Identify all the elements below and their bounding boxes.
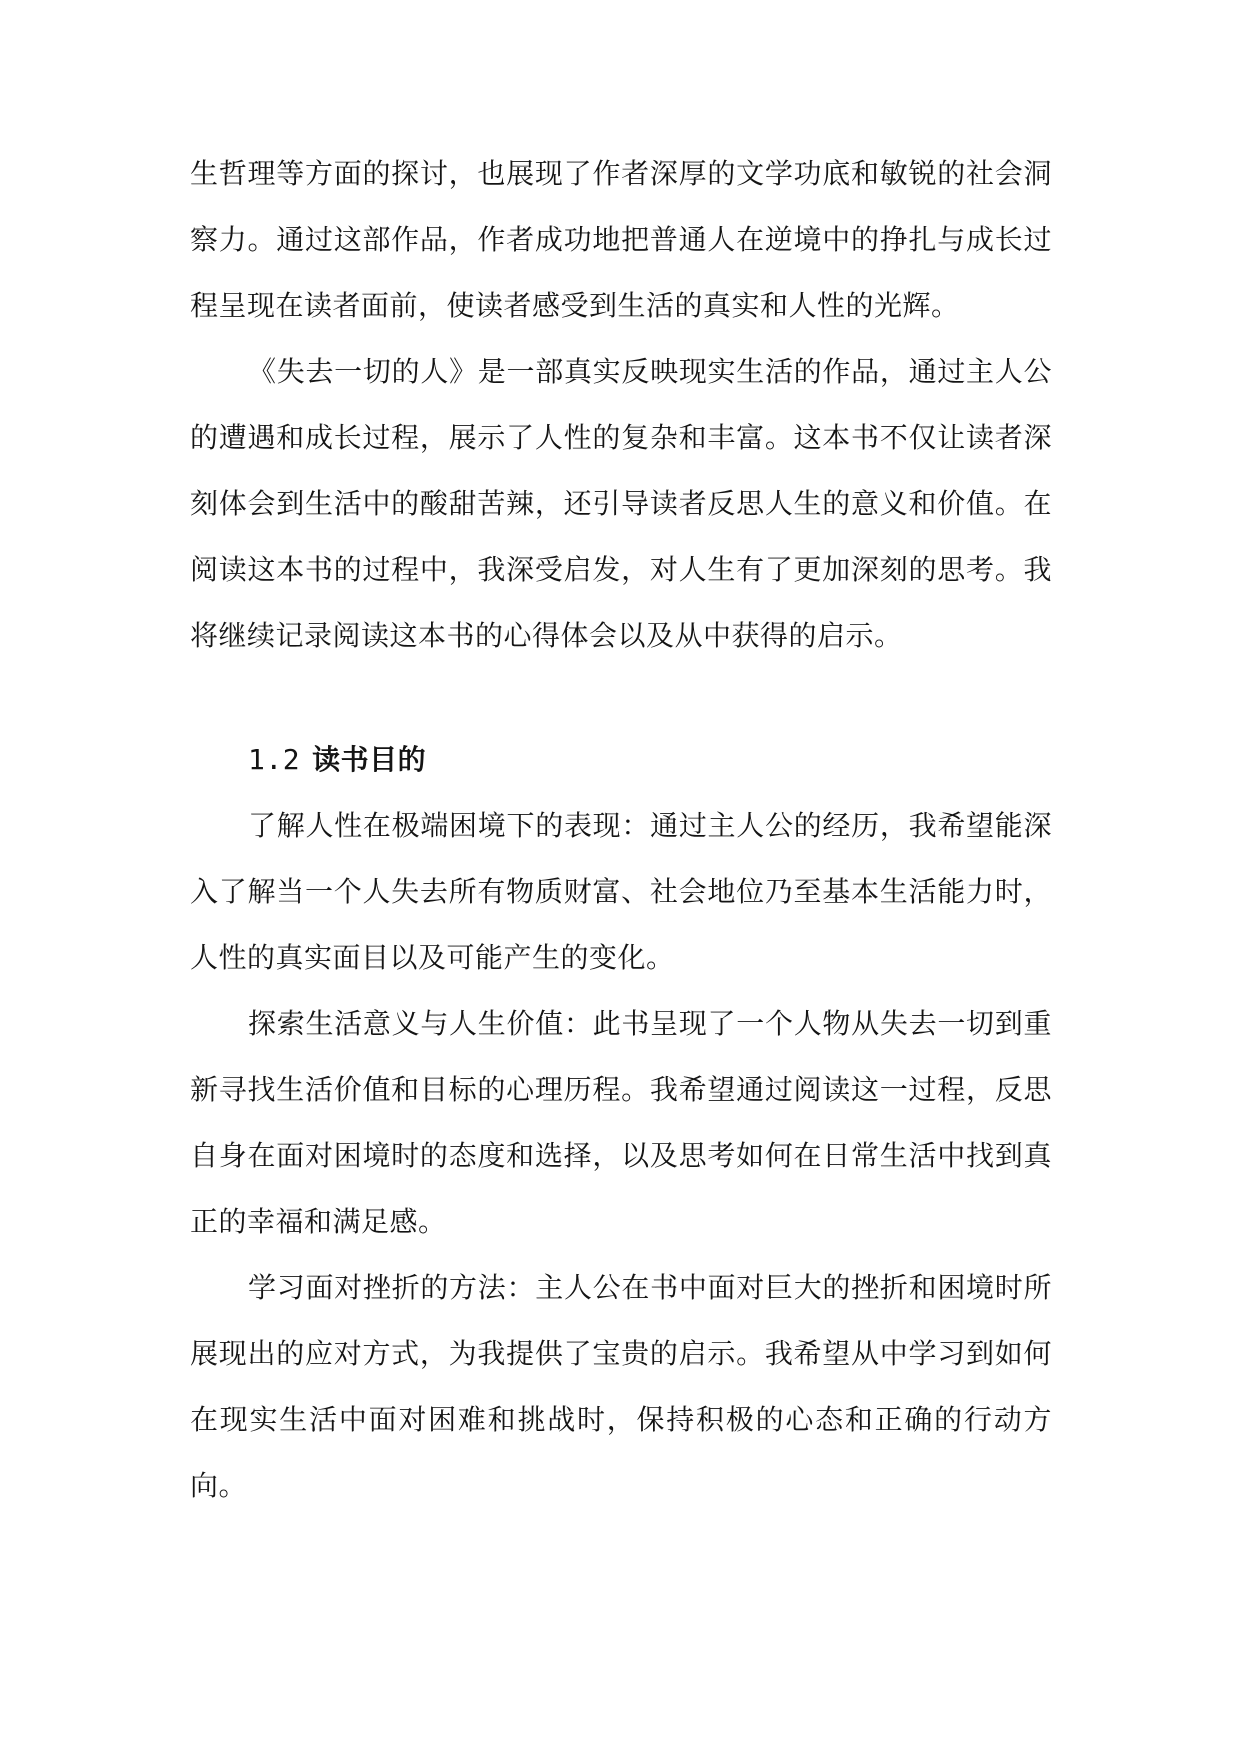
body-paragraph: 了解人性在极端困境下的表现：通过主人公的经历，我希望能深入了解当一个人失去所有物质财富、社会地位乃至基本生活能力时，人性的真实面目以及可能产生的变化。: [190, 809, 1052, 974]
body-paragraph: 学习面对挫折的方法：主人公在书中面对巨大的挫折和困境时所展现出的应对方式，为我提供了宝贵的启示。我希望从中学习到如何在现实生活中面对困难和挑战时，保持积极的心态和正确的行动方向。: [190, 1271, 1052, 1502]
section-title: 读书目的: [312, 743, 427, 776]
body-paragraph-continued: 生哲理等方面的探讨，也展现了作者深厚的文学功底和敏锐的社会洞察力。通过这部作品，作者成功地把普通人在逆境中的挣扎与成长过程呈现在读者面前，使读者感受到生活的真实和人性的光辉。: [190, 157, 1052, 322]
section-heading: [190, 727, 1052, 793]
section-number: 1.2: [248, 743, 301, 776]
document-body: [190, 141, 1052, 1519]
body-paragraph: 《失去一切的人》是一部真实反映现实生活的作品，通过主人公的遭遇和成长过程，展示了人性的复杂和丰富。这本书不仅让读者深刻体会到生活中的酸甜苦辣，还引导读者反思人生的意义和价值。在阅读这本书的过程中，我深受启发，对人生有了更加深刻的思考。我将继续记录阅读这本书的心得体会以及从中获得的启示。: [190, 355, 1052, 652]
body-paragraph: 探索生活意义与人生价值：此书呈现了一个人物从失去一切到重新寻找生活价值和目标的心理历程。我希望通过阅读这一过程，反思自身在面对困境时的态度和选择，以及思考如何在日常生活中找到真正的幸福和满足感。: [190, 1007, 1052, 1238]
